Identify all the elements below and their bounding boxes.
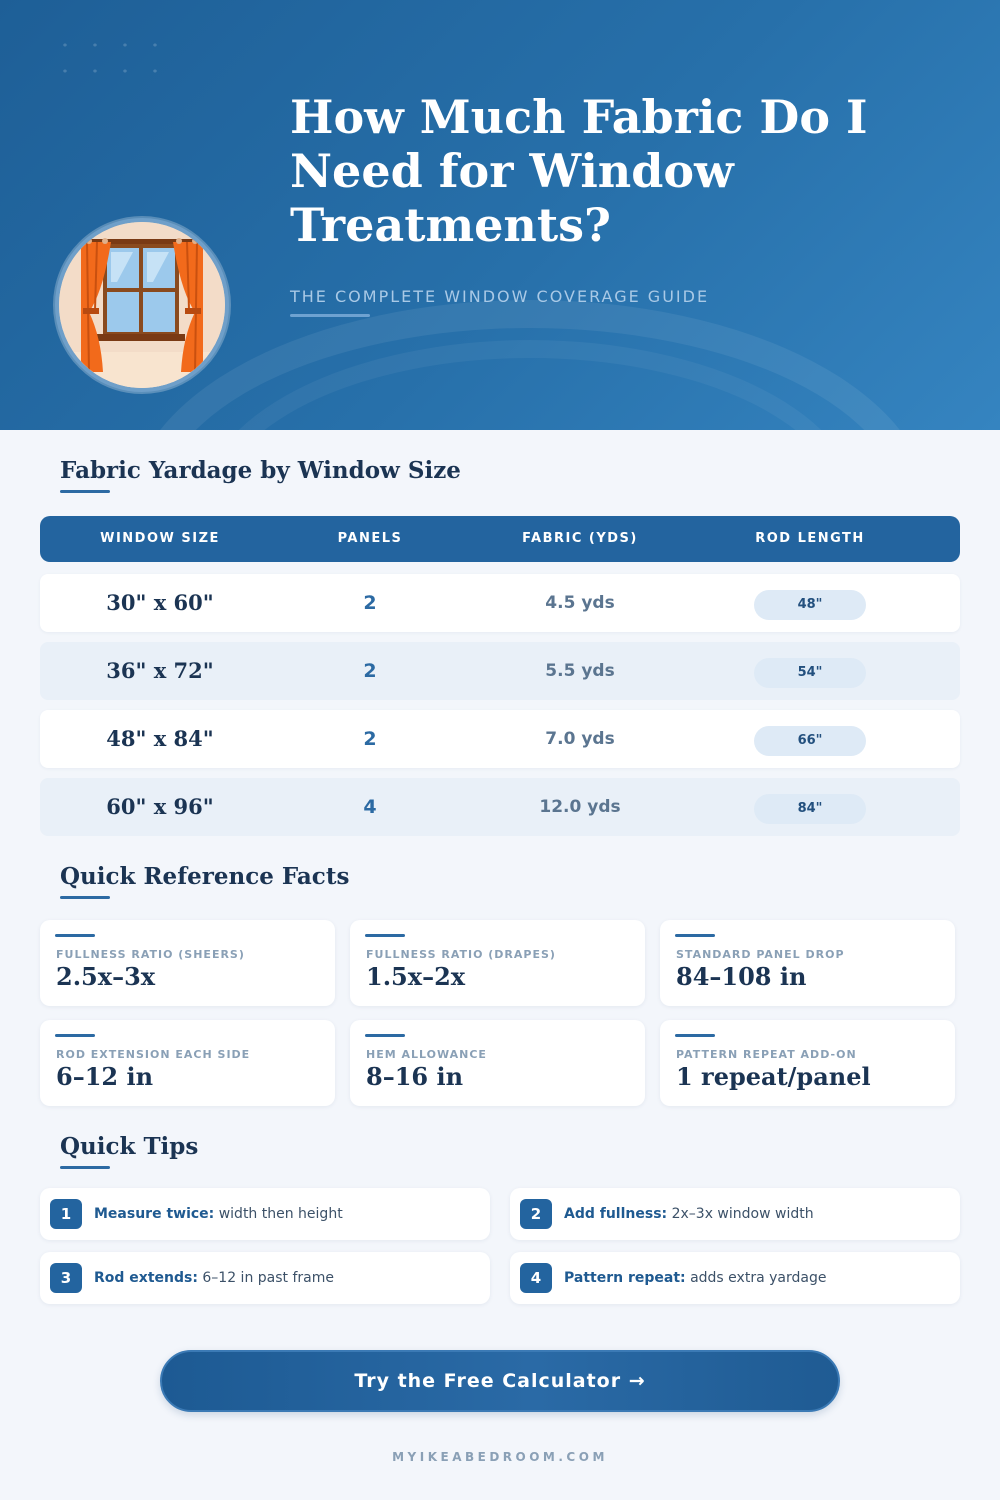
fact-label: FULLNESS RATIO (DRAPES) xyxy=(366,948,556,961)
fact-accent-bar xyxy=(675,1034,715,1037)
fact-card xyxy=(660,1020,955,1106)
cell-window-size: 30" x 60" xyxy=(106,590,214,615)
tip-card xyxy=(40,1252,490,1304)
fact-accent-bar xyxy=(55,1034,95,1037)
tip-text xyxy=(94,1252,334,1304)
fact-label: ROD EXTENSION EACH SIDE xyxy=(56,1048,251,1061)
fact-accent-bar xyxy=(675,934,715,937)
page-subtitle: THE COMPLETE WINDOW COVERAGE GUIDE xyxy=(290,287,710,306)
fact-accent-bar xyxy=(55,934,95,937)
fact-card xyxy=(350,920,645,1006)
fact-value: 6–12 in xyxy=(56,1062,154,1091)
cell-panels: 2 xyxy=(363,592,377,614)
column-header-fabric: FABRIC (YDS) xyxy=(522,531,638,546)
fact-accent-bar xyxy=(365,934,405,937)
fact-card xyxy=(40,920,335,1006)
cell-panels: 2 xyxy=(363,660,377,682)
section-title-facts: Quick Reference Facts xyxy=(60,863,350,890)
column-header-window-size: WINDOW SIZE xyxy=(100,531,220,546)
section-underline xyxy=(60,490,110,493)
tip-number-badge: 4 xyxy=(520,1263,552,1293)
section-underline xyxy=(60,1166,110,1169)
fact-label: HEM ALLOWANCE xyxy=(366,1048,487,1061)
cell-fabric: 4.5 yds xyxy=(545,593,615,613)
cell-fabric: 5.5 yds xyxy=(545,661,615,681)
cell-window-size: 60" x 96" xyxy=(106,794,214,819)
fact-label: FULLNESS RATIO (SHEERS) xyxy=(56,948,245,961)
cell-panels: 4 xyxy=(363,796,377,818)
tip-card xyxy=(510,1188,960,1240)
fact-label: STANDARD PANEL DROP xyxy=(676,948,845,961)
page-title: How Much Fabric Do I Need for Window Treatments? xyxy=(290,90,868,252)
tip-number-badge: 1 xyxy=(50,1199,82,1229)
hero-banner xyxy=(0,0,1000,430)
column-header-panels: PANELS xyxy=(337,531,403,546)
tip-text xyxy=(564,1252,826,1304)
column-header-rod-length: ROD LENGTH xyxy=(755,531,865,546)
section-underline xyxy=(60,896,110,899)
tip-heading: Add fullness: xyxy=(564,1206,668,1222)
tip-detail: 2x–3x window width xyxy=(667,1206,814,1222)
tip-heading: Rod extends: xyxy=(94,1270,198,1286)
tip-heading: Measure twice: xyxy=(94,1206,215,1222)
fact-value: 1.5x–2x xyxy=(366,962,466,991)
section-title-tips: Quick Tips xyxy=(60,1133,199,1160)
tip-card xyxy=(40,1188,490,1240)
cell-rod-length: 66" xyxy=(754,726,866,756)
fact-label: PATTERN REPEAT ADD-ON xyxy=(676,1048,857,1061)
tip-number-badge: 3 xyxy=(50,1263,82,1293)
table-header xyxy=(40,516,960,562)
fact-value: 2.5x–3x xyxy=(56,962,156,991)
window-curtain-icon xyxy=(55,218,229,392)
section-title-yardage: Fabric Yardage by Window Size xyxy=(60,457,461,484)
fact-card xyxy=(350,1020,645,1106)
table-row xyxy=(40,574,960,632)
cell-rod-length: 48" xyxy=(754,590,866,620)
tip-card xyxy=(510,1252,960,1304)
fact-card xyxy=(40,1020,335,1106)
fact-accent-bar xyxy=(365,1034,405,1037)
cell-rod-length: 54" xyxy=(754,658,866,688)
tip-heading: Pattern repeat: xyxy=(564,1270,686,1286)
cell-fabric: 7.0 yds xyxy=(545,729,615,749)
free-calculator-button[interactable]: Try the Free Calculator → xyxy=(160,1350,840,1412)
tip-text xyxy=(564,1188,814,1240)
subtitle-underline xyxy=(290,314,370,317)
tip-detail: width then height xyxy=(214,1206,343,1222)
fact-value: 8–16 in xyxy=(366,1062,464,1091)
table-row xyxy=(40,642,960,700)
tip-detail: 6–12 in past frame xyxy=(197,1270,334,1286)
table-row xyxy=(40,778,960,836)
fact-value: 1 repeat/panel xyxy=(676,1062,871,1091)
cell-window-size: 36" x 72" xyxy=(106,658,214,683)
tip-detail: adds extra yardage xyxy=(685,1270,827,1286)
fact-card xyxy=(660,920,955,1006)
cell-window-size: 48" x 84" xyxy=(106,726,214,751)
table-row xyxy=(40,710,960,768)
cell-fabric: 12.0 yds xyxy=(539,797,621,817)
decorative-dots xyxy=(50,32,160,94)
cell-rod-length: 84" xyxy=(754,794,866,824)
tip-number-badge: 2 xyxy=(520,1199,552,1229)
footer-site-link[interactable]: MYIKEABEDROOM.COM xyxy=(392,1450,608,1464)
tip-text xyxy=(94,1188,343,1240)
fact-value: 84–108 in xyxy=(676,962,807,991)
cell-panels: 2 xyxy=(363,728,377,750)
